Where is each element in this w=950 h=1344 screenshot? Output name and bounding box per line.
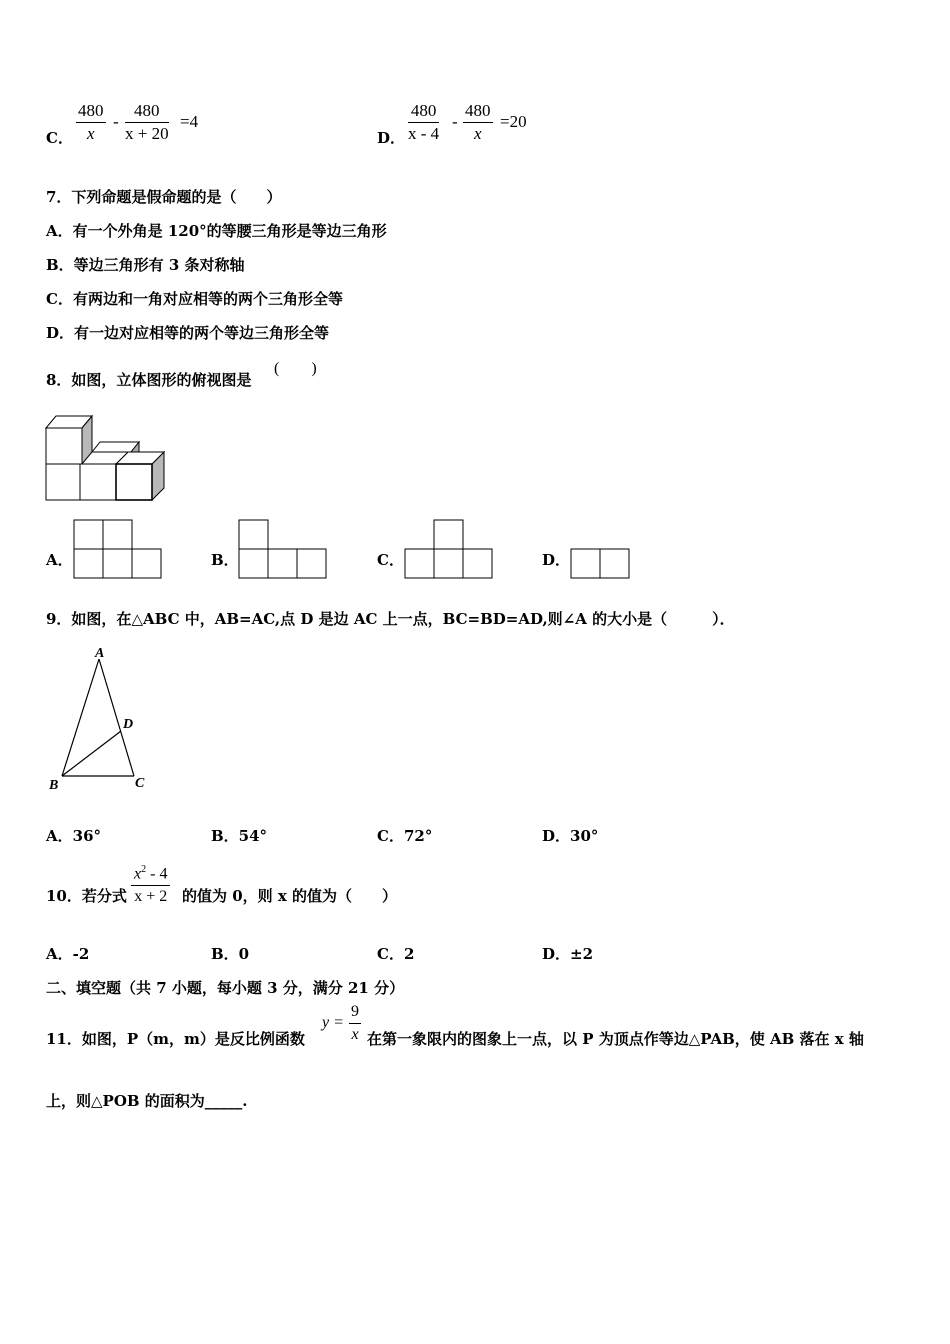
fraction-denominator: x + 2 xyxy=(134,888,168,906)
equals-value: =20 xyxy=(500,112,527,131)
fraction-numerator: 480 xyxy=(408,100,439,123)
fraction-denominator: x xyxy=(351,1026,359,1043)
numerator-rest: - 4 xyxy=(146,865,168,883)
fraction-numerator: 480 xyxy=(76,100,106,123)
q8-option-b-label: B． xyxy=(211,551,239,569)
fraction-denominator: x - 4 xyxy=(408,124,440,143)
q6-c-fraction-2 xyxy=(125,100,169,145)
q6-c-fraction-1 xyxy=(76,100,106,145)
q7-stem: 7．下列命题是假命题的是（ ） xyxy=(46,188,282,206)
q8-option-a-label: A． xyxy=(46,551,73,569)
q6-d-fraction-2 xyxy=(463,100,493,145)
q10-option-c: C．2 xyxy=(377,945,415,963)
q11-function-fraction xyxy=(349,1001,361,1046)
q8-option-a-figure xyxy=(73,519,163,581)
vertex-label-a: A xyxy=(95,646,105,661)
fraction-denominator: x + 20 xyxy=(125,124,169,143)
q8-option-c-label: C． xyxy=(377,551,404,569)
fraction-numerator: 480 xyxy=(125,100,169,123)
minus-sign: - xyxy=(452,112,458,131)
numerator-variable: x xyxy=(134,865,142,883)
q10-fraction xyxy=(131,859,170,908)
q7-option-d: D．有一边对应相等的两个等边三角形全等 xyxy=(46,324,330,342)
vertex-label-c: C xyxy=(135,776,145,791)
vertex-label-b: B xyxy=(49,778,59,793)
q10-stem-post: 的值为 0，则 x 的值为（ ） xyxy=(182,887,398,905)
q11-stem-pre: 11．如图，P（m，m）是反比例函数 xyxy=(46,1030,305,1048)
q7-option-b: B．等边三角形有 3 条对称轴 xyxy=(46,256,245,274)
fraction-numerator: 9 xyxy=(349,1001,361,1024)
q8-stem: 8．如图，立体图形的俯视图是 xyxy=(46,371,252,389)
equals-value: =4 xyxy=(180,112,199,131)
q9-option-c: C．72° xyxy=(377,827,433,845)
q11-function-y: y = xyxy=(322,1014,344,1031)
q8-option-b-figure xyxy=(238,519,328,581)
numerator-exponent: 2 xyxy=(141,864,147,875)
q9-option-b: B．54° xyxy=(211,827,268,845)
q7-option-c: C．有两边和一角对应相等的两个三角形全等 xyxy=(46,290,343,308)
q8-option-d-label: D． xyxy=(542,551,571,569)
fraction-denominator: x xyxy=(473,124,482,143)
q10-stem-pre: 10．若分式 xyxy=(46,887,127,905)
q9-stem: 9．如图，在△ABC 中，AB=AC,点 D 是边 AC 上一点，BC=BD=AD,则∠A 的大小是（ ）． xyxy=(46,610,735,628)
q9-option-a: A．36° xyxy=(46,827,102,845)
q6-d-fraction-1 xyxy=(408,100,439,145)
fraction-numerator xyxy=(131,859,170,886)
q11-stem-line2: 上，则△POB 的面积为_____. xyxy=(46,1092,248,1110)
q10-option-a: A．-2 xyxy=(46,945,90,963)
q11-stem-post: 在第一象限内的图象上一点，以 P 为顶点作等边△PAB，使 AB 落在 x 轴 xyxy=(367,1030,864,1048)
q9-triangle-figure xyxy=(44,643,154,793)
q8-answer-paren: ( ) xyxy=(274,360,317,377)
q8-solid-figure xyxy=(42,412,172,504)
q8-option-c-figure xyxy=(404,519,494,581)
vertex-label-d: D xyxy=(123,717,134,732)
q10-option-b: B．0 xyxy=(211,945,250,963)
q8-option-d-figure xyxy=(570,548,634,582)
q9-option-d: D．30° xyxy=(542,827,599,845)
q7-option-a: A．有一个外角是 120°的等腰三角形是等边三角形 xyxy=(46,222,387,240)
section-2-title: 二、填空题（共 7 小题，每小题 3 分，满分 21 分） xyxy=(46,979,405,997)
q10-option-d: D．±2 xyxy=(542,945,594,963)
minus-sign: - xyxy=(113,112,119,131)
fraction-numerator: 480 xyxy=(463,100,493,123)
q6-option-c-label: C． xyxy=(46,129,73,147)
fraction-denominator: x xyxy=(86,124,95,143)
q6-option-d-label: D． xyxy=(377,129,406,147)
